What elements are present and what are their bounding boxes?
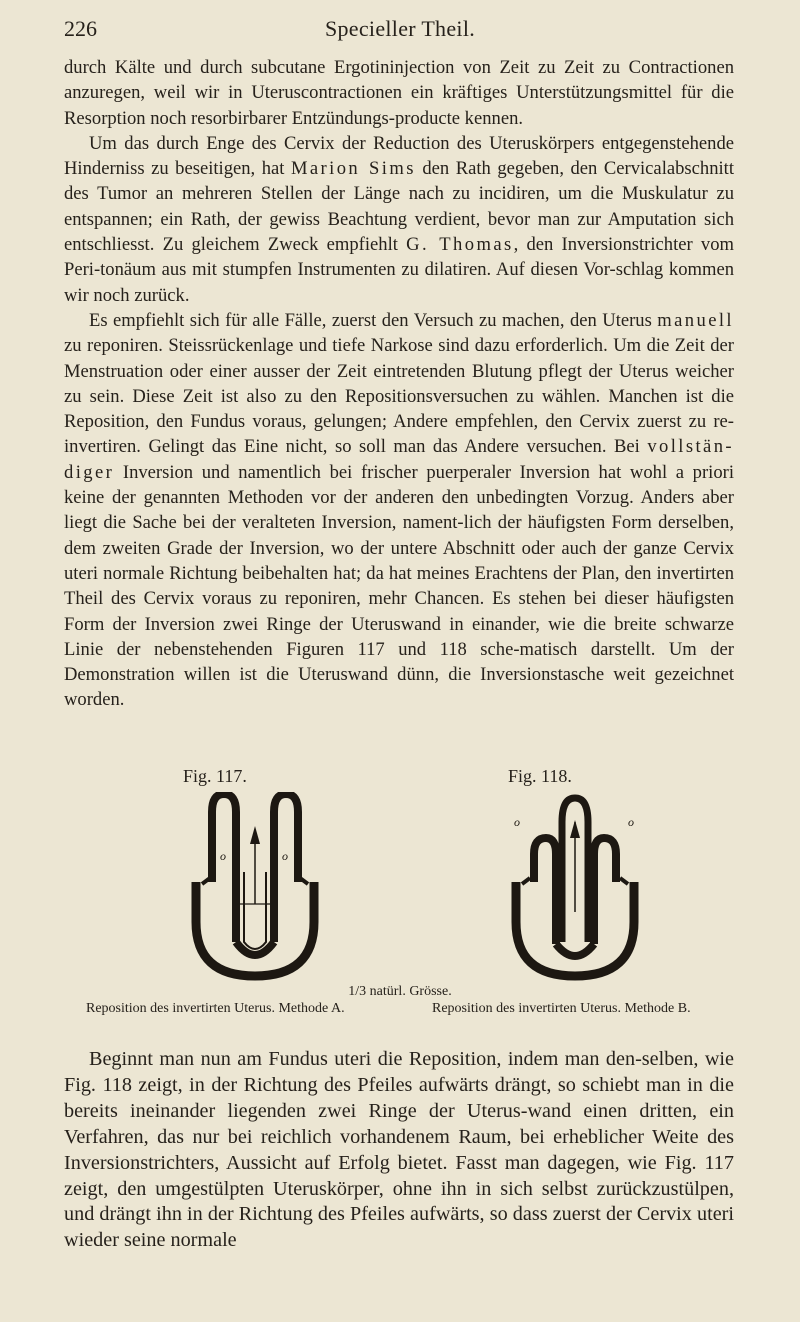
spaced-text: Marion Sims [290,158,416,180]
page-header [0,16,800,46]
paragraph [64,308,734,713]
scale-note: 1/3 natürl. Grösse. [348,984,452,999]
page-number: 226 [64,16,97,41]
spaced-text: G. Thomas [406,234,514,256]
figure-118-caption: Reposition des invertirten Uterus. Methode B. [432,1001,691,1016]
figure-118-label: Fig. 118. [508,766,572,786]
figure-118-illustration [510,792,640,982]
running-head: Specieller Theil. [324,16,476,41]
paragraph-text: zu reponiren. Steissrückenlage und tiefe Narkose sind dazu erforderlich. Um die Zeit der Menstruation oder einer ausser der Zeit eintretenden Blutung pflegt der Uterus weicher zu sein. Diese Zeit ist also zu den Repositionsversuchen zu wählen. Manchen ist die Reposition, den Fundus voraus, gelungen; Andere empfehlen, den Cervix zuerst zu re-invertiren. Gelingt das Eine nicht, so soll man das Andere versuchen. Bei [64,335,734,458]
paragraph [64,55,734,131]
body-text-top [64,55,734,713]
paragraph-text: durch Kälte und durch subcutane Ergotininjection von Zeit zu Zeit zu Contractionen anzuregen, weil wir in Uteruscontractionen ein kräftiges Unterstützungsmittel für die Resorption noch resorbirbarer Entzündungs-producte kennen. [64,57,734,129]
body-text-bottom [64,1047,734,1254]
paragraph-text: , den Inversionstrichter vom Peri-tonäum aus mit stumpfen Instrumenten zu dilatiren. Auf diesen Vor-schlag kommen wir noch zurück. [64,234,734,306]
paragraph-text: Um das durch Enge des Cervix der Reduction des Uteruskörpers entgegenstehende Hinderniss zu beseitigen, hat [64,132,734,180]
spaced-text: manuell [657,309,734,331]
figure-117-illustration [190,792,320,982]
figure-117-label: Fig. 117. [183,766,247,786]
spaced-text: vollstän-diger [64,436,734,483]
fig118-letter-o-right: o [628,815,634,829]
paragraph-text: Es empfiehlt sich für alle Fälle, zuerst den Versuch zu machen, den Uterus [89,309,658,331]
fig118-letter-o-left: o [514,815,520,829]
fig117-letter-o-left: o [220,849,226,863]
paragraph-text: Beginnt man nun am Fundus uteri die Reposition, indem man den-selben, wie Fig. 118 zeigt, in der Richtung des Pfeiles aufwärts drängt, so schiebt man in die bereits ineinander liegenden zwei Ringe der Uterus-wand einen dritten, ein Verfahren, das nur bei reichlich vorhandenem Raum, bei erheblicher Weite des Inversionstrichters, Aussicht auf Erfolg bietet. Fasst man dagegen, wie Fig. 117 zeigt, den umgestülpten Uteruskörper, ohne ihn in sich selbst zurückzustülpen, und drängt ihn in der Richtung des Pfeiles aufwärts, so dass zuerst der Cervix uteri wieder seine normale [64,1048,734,1252]
paragraph [64,1047,734,1254]
paragraph [64,131,734,308]
figure-117-caption: Reposition des invertirten Uterus. Methode A. [86,1001,345,1016]
paragraph-text: den Rath gegeben, den Cervicalabschnitt des Tumor an mehreren Stellen der Länge nach zu incidiren, um die Muskulatur zu entspannen; ein Rath, der gewiss Beachtung verdient, bevor man zur Amputation sich entschliesst. Zu gleichem Zweck empfiehlt [64,158,734,256]
paragraph-text: Inversion und namentlich bei frischer puerperaler Inversion hat wohl a priori keine der genannten Methoden vor der anderen den unbedingten Vorzug. Anders aber liegt die Sache bei der veralteten Inversion, nament-lich der häufigsten Form derselben, dem zweiten Grade der Inversion, wo der untere Abschnitt oder auch der ganze Cervix uteri normale Richtung beibehalten hat; da hat meines Erachtens der Plan, den invertirten Theil des Cervix voraus zu reponiren, mehr Chancen. Es stehen bei dieser häufigsten Form der Inversion zwei Ringe der Uteruswand in einander, wie die breite schwarze Linie der nebenstehenden Figuren 117 und 118 sche-matisch darstellt. Um der Demonstration willen ist die Uteruswand dünn, die Inversionstasche weit gezeichnet worden. [64,461,734,711]
fig117-letter-o-right: o [282,849,288,863]
